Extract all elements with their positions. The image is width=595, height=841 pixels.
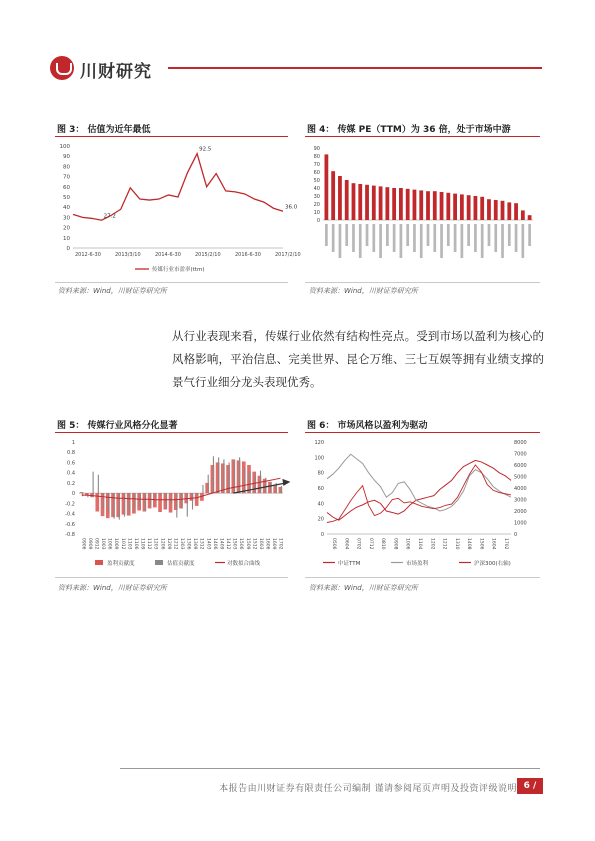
legend-label: 中证TTM: [338, 561, 361, 567]
figure-3-title-rule: [55, 136, 288, 137]
category-label-placeholder: [481, 224, 484, 258]
bar: [501, 201, 505, 220]
y-tick-label-right: 1000: [514, 520, 527, 527]
y-tick-label: 0: [66, 246, 70, 252]
y-tick-label-left: 60: [317, 486, 324, 492]
y-tick-label: 50: [313, 178, 320, 184]
legend-label: 市场盈利: [406, 561, 429, 567]
x-tick-label: 2013/3/10: [115, 252, 141, 258]
bar-profit: [158, 493, 162, 512]
category-label-placeholder: [521, 224, 524, 258]
x-tick-label: 0810: [380, 538, 386, 550]
category-label-placeholder: [454, 224, 457, 252]
category-label-placeholder: [339, 224, 342, 258]
y-tick-label: 1: [71, 440, 75, 446]
category-label-placeholder: [467, 224, 470, 246]
brand-name: 川财研究: [80, 62, 152, 82]
category-label-placeholder: [352, 224, 355, 252]
bar: [521, 210, 525, 220]
x-tick-label: 1406: [211, 538, 217, 550]
bar: [379, 186, 383, 220]
category-label-placeholder: [393, 224, 396, 252]
bar: [433, 191, 437, 220]
y-tick-label: 0.2: [67, 480, 75, 487]
x-tick-label: 1403: [205, 538, 211, 550]
legend-swatch: [95, 560, 103, 565]
y-tick-label: 80: [63, 164, 70, 171]
figure-3-bottom-rule: [55, 282, 288, 283]
trend-arrow-head: [282, 479, 290, 486]
y-tick-label: -0.2: [65, 501, 75, 508]
bar: [528, 215, 532, 220]
category-label-placeholder: [433, 224, 436, 252]
y-tick-label: 90: [63, 154, 70, 161]
y-tick-label: 0: [71, 491, 75, 498]
category-label-placeholder: [400, 224, 403, 258]
bar: [392, 188, 396, 220]
x-tick-label: 1506: [478, 538, 484, 550]
figure-5-title-rule: [55, 432, 288, 433]
x-tick-label: 1409: [218, 538, 224, 550]
bar: [426, 191, 430, 220]
x-tick-label: 0506: [331, 538, 337, 550]
series-line-pe: [73, 154, 283, 221]
bar: [385, 187, 389, 220]
y-tick-label: 70: [313, 162, 320, 168]
y-tick-label: 50: [63, 195, 70, 201]
x-tick-label: 1206: [159, 538, 165, 550]
y-tick-label: 0.6: [67, 460, 75, 467]
x-tick-label: 1310: [453, 538, 459, 550]
x-tick-label: 1106: [132, 538, 138, 550]
category-label-placeholder: [440, 224, 443, 258]
y-tick-label: 10: [313, 210, 320, 216]
legend-label: 沪深300(右轴): [474, 561, 511, 567]
figure-4-source: 资料来源：Wind，川财证券研究所: [309, 287, 418, 295]
figure-5-source: 资料来源：Wind，川财证券研究所: [58, 584, 167, 592]
x-tick-label: 1209: [165, 538, 171, 550]
x-tick-label: 0702: [355, 538, 361, 550]
footer-disclaimer: 本报告由川财证券有限责任公司编制 谨请参阅尾页声明及投资评级说明: [219, 784, 517, 794]
x-tick-label: 1306: [185, 538, 191, 550]
x-tick-label: 1303: [179, 538, 184, 550]
category-label-placeholder: [372, 224, 375, 252]
bar: [474, 196, 478, 220]
figure-4-bottom-rule: [305, 282, 540, 283]
x-tick-label: 1009: [113, 538, 119, 550]
figure-5-bottom-rule: [55, 577, 288, 578]
bar: [399, 188, 403, 220]
x-tick-label: 1109: [139, 538, 145, 550]
y-tick-label-right: 0: [514, 532, 518, 538]
x-tick-label: 1609: [271, 538, 277, 550]
x-tick-label: 1012: [119, 538, 125, 550]
y-tick-label: 10: [63, 235, 70, 242]
x-tick-label: 1702: [277, 538, 283, 550]
x-tick-label: 1203: [152, 538, 158, 550]
y-tick-label: 100: [59, 144, 70, 150]
x-tick-label: 2016-6-30: [235, 252, 261, 258]
bar: [406, 189, 410, 220]
body-paragraph: 从行业表现来看，传媒行业依然有结构性亮点。受到市场以盈利为核心的风格影响，平治信息、完美世界、昆仑万维、三七互娱等拥有业绩支撑的景气行业细分龙头表现优秀。: [172, 329, 544, 389]
bar: [413, 190, 417, 220]
x-tick-label: 1309: [192, 538, 198, 550]
x-tick-label: 1604: [490, 538, 496, 550]
category-label-placeholder: [508, 224, 511, 246]
category-label-placeholder: [515, 224, 518, 252]
series-line: [327, 465, 511, 523]
x-tick-label: 1702: [502, 538, 508, 550]
x-tick-label: 2015/2/10: [195, 252, 221, 258]
y-tick-label: -0.8: [65, 532, 75, 538]
x-tick-label: 1408: [466, 538, 472, 550]
y-tick-label: -0.4: [65, 511, 75, 518]
y-tick-label: 20: [313, 202, 320, 208]
legend-label: 估值贡献度: [167, 561, 195, 567]
x-tick-label: 2017/2/10: [275, 252, 301, 258]
x-tick-label: 1412: [225, 538, 231, 550]
y-tick-label-left: 80: [317, 470, 324, 477]
x-tick-label: 1509: [244, 538, 250, 550]
y-tick-label: 40: [313, 186, 320, 192]
x-tick-label: 2012-6-30: [75, 252, 101, 258]
x-tick-label: 1103: [126, 538, 132, 550]
bar: [352, 183, 356, 220]
y-tick-label-right: 6000: [514, 463, 527, 469]
figure-6-source: 资料来源：Wind，川财证券研究所: [309, 584, 418, 592]
x-tick-label: 0908: [392, 538, 398, 550]
x-tick-label: 1104: [417, 538, 422, 550]
page-number: 6 / 27: [517, 778, 543, 794]
category-label-placeholder: [345, 224, 348, 246]
category-label-placeholder: [406, 224, 409, 246]
figure-3-title: 图 3： 估值为近年最低: [57, 125, 151, 135]
y-tick-label: 90: [313, 146, 320, 152]
y-tick-label: -0.6: [65, 521, 75, 528]
figure-4-title: 图 4： 传媒 PE（TTM）为 36 倍，处于市场中游: [307, 125, 511, 135]
y-tick-label-left: 20: [317, 516, 324, 523]
data-label: 92.5: [199, 146, 212, 153]
x-tick-label: 1503: [231, 538, 237, 550]
bar: [487, 199, 491, 220]
category-label-placeholder: [488, 224, 491, 246]
x-tick-label: 0712: [367, 538, 373, 550]
category-label-placeholder: [427, 224, 430, 246]
y-tick-label-right: 7000: [514, 451, 527, 458]
bar: [494, 200, 498, 220]
x-tick-label: 0906: [80, 538, 86, 550]
x-tick-label: 1006: [404, 538, 410, 550]
y-tick-label-left: 100: [314, 455, 324, 462]
x-tick-label: 1112: [146, 538, 152, 550]
x-tick-label: 1512: [251, 538, 257, 550]
bar-profit: [80, 492, 84, 493]
bar: [331, 171, 335, 220]
category-label-placeholder: [325, 224, 328, 246]
x-tick-label: 0604: [343, 538, 349, 550]
bar: [338, 176, 342, 220]
category-label-placeholder: [528, 224, 531, 246]
figure-6-chart: [305, 436, 540, 572]
x-tick-label: 1003: [100, 538, 106, 550]
category-label-placeholder: [366, 224, 369, 246]
x-tick-label: 1202: [429, 538, 435, 550]
bar: [419, 190, 423, 220]
x-tick-label: 1506: [238, 538, 244, 550]
y-tick-label: 70: [63, 174, 70, 181]
x-tick-label: 0912: [93, 538, 99, 550]
bar: [372, 186, 376, 220]
figure-3-chart: [55, 140, 301, 280]
figure-6-title: 图 6： 市场风格以盈利为驱动: [307, 421, 428, 431]
x-tick-label: 1212: [172, 538, 178, 550]
y-tick-label: 40: [63, 205, 70, 212]
footer-divider: [120, 768, 540, 769]
category-label-placeholder: [386, 224, 389, 246]
series-line: [327, 460, 511, 520]
bar: [446, 193, 450, 220]
category-label-placeholder: [379, 224, 382, 258]
y-tick-label: 60: [313, 170, 320, 176]
category-label-placeholder: [474, 224, 477, 252]
y-tick-label-left: 0: [320, 532, 324, 538]
y-tick-label-right: 8000: [514, 440, 527, 446]
bar: [324, 154, 328, 220]
category-label-placeholder: [447, 224, 450, 246]
x-tick-label: 0909: [86, 538, 92, 550]
y-tick-label: 20: [63, 225, 70, 232]
y-tick-label: 60: [63, 184, 70, 191]
bar: [365, 185, 369, 220]
y-tick-label-right: 4000: [514, 486, 527, 492]
figure-5-title: 图 5： 传媒行业风格分化显著: [57, 421, 178, 431]
bar: [507, 202, 511, 220]
brand-logo-icon: [50, 56, 74, 80]
bar: [453, 194, 457, 220]
data-label: 36.0: [285, 204, 298, 211]
y-tick-label: 0.8: [67, 450, 75, 457]
legend-label: 对数拟合曲线: [227, 561, 261, 567]
figure-6-title-rule: [305, 432, 540, 433]
y-tick-label: 0.4: [67, 470, 75, 477]
bar: [358, 184, 362, 220]
figure-4-title-rule: [305, 136, 540, 137]
bar: [467, 195, 471, 220]
bar: [514, 203, 518, 220]
bar: [460, 194, 464, 220]
legend-label: 传媒行业市盈率(ttm): [152, 267, 205, 273]
data-label: 27.2: [103, 213, 116, 220]
y-tick-label-right: 2000: [514, 509, 527, 515]
category-label-placeholder: [420, 224, 423, 258]
bar: [480, 197, 484, 220]
figure-6-bottom-rule: [305, 577, 540, 578]
x-tick-label: 1603: [257, 538, 263, 550]
figure-4-chart: [305, 140, 540, 280]
header-divider: [168, 67, 542, 69]
category-label-placeholder: [359, 224, 362, 258]
legend-label: 盈利贡献度: [107, 561, 135, 567]
category-label-placeholder: [501, 224, 504, 258]
x-tick-label: 1212: [441, 538, 447, 550]
y-tick-label-right: 3000: [514, 497, 527, 504]
category-label-placeholder: [413, 224, 416, 252]
x-tick-label: 1606: [264, 538, 270, 550]
bar: [440, 192, 444, 220]
category-label-placeholder: [494, 224, 497, 252]
figure-3-source: 资料来源：Wind，川财证券研究所: [58, 287, 167, 295]
y-tick-label-left: 40: [317, 501, 324, 508]
x-tick-label: 1312: [198, 538, 204, 550]
category-label-placeholder: [461, 224, 464, 258]
figure-5-chart: [55, 436, 290, 572]
bar: [345, 180, 349, 220]
x-tick-label: 1006: [106, 538, 112, 550]
y-tick-label-left: 120: [314, 440, 324, 446]
x-tick-label: 2014-6-30: [155, 252, 181, 258]
y-tick-label: 80: [313, 154, 320, 160]
y-tick-label-right: 5000: [514, 474, 527, 481]
y-tick-label: 30: [63, 215, 70, 222]
y-tick-label: 30: [313, 194, 320, 200]
legend-swatch: [155, 560, 163, 565]
y-tick-label: 0: [316, 218, 320, 224]
category-label-placeholder: [332, 224, 335, 252]
